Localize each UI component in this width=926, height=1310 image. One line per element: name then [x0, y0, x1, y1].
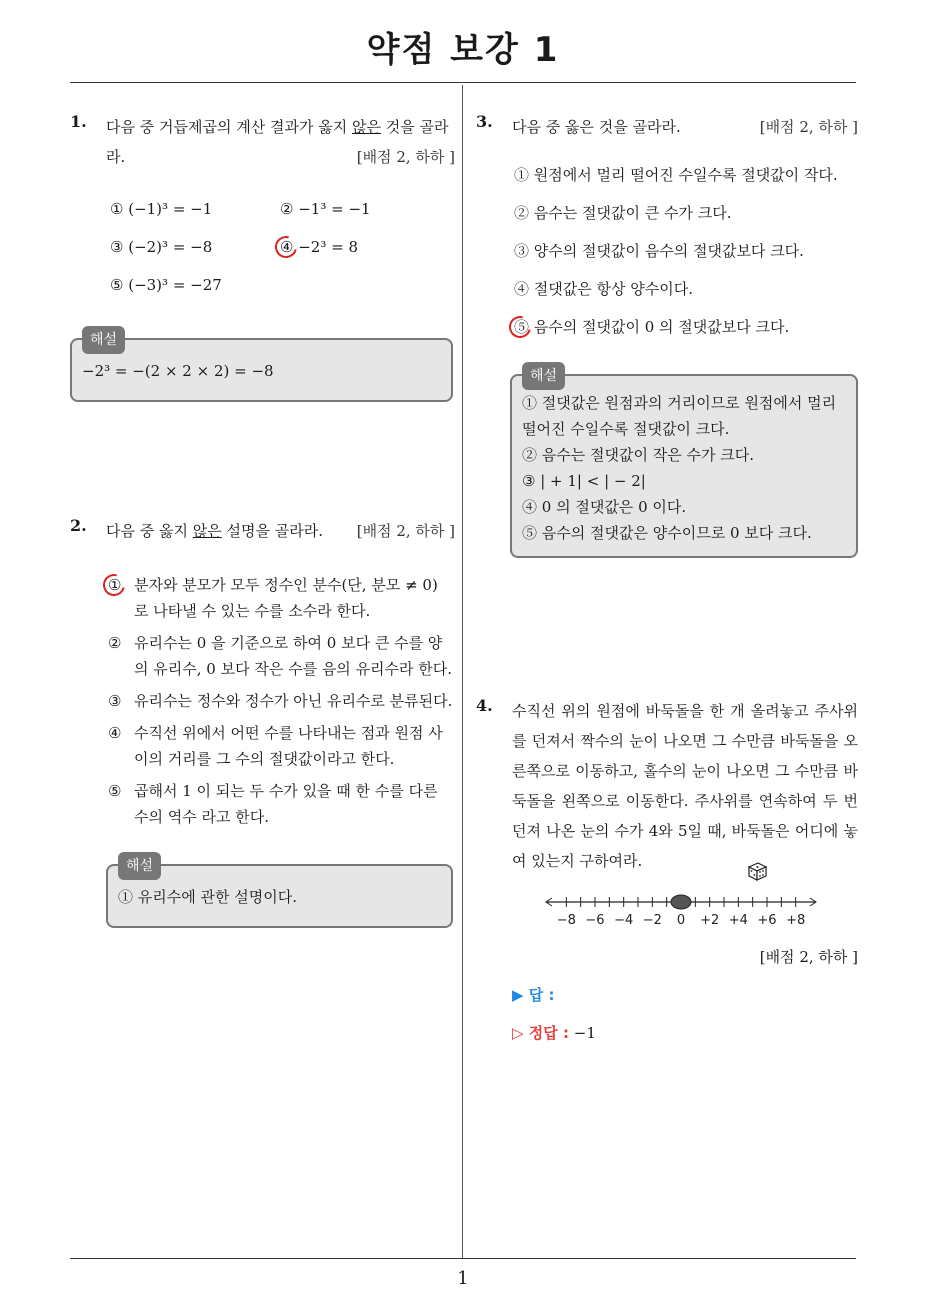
points-label: [배점 2, 하하 ] [356, 148, 455, 166]
tick-label: +6 [757, 913, 777, 928]
selected-circle-mark [99, 570, 129, 600]
choice-1[interactable]: ① 원점에서 멀리 떨어진 수일수록 절댓값이 작다. [514, 166, 838, 184]
selected-circle-mark [505, 312, 535, 342]
top-divider [70, 82, 856, 83]
explanation-line-4: ④ 0 의 절댓값은 0 이다. [522, 498, 687, 516]
number-line [536, 886, 826, 936]
question-text: 다음 중 옳은 것을 골라라. [배점 2, 하하 ] [512, 112, 858, 142]
points-label: [배점 2, 하하 ] [356, 522, 455, 540]
question-number: 2. [70, 516, 87, 535]
choice-2[interactable]: ② 음수는 절댓값이 큰 수가 크다. [514, 204, 732, 222]
explanation-box [106, 858, 453, 928]
tick-label: +8 [786, 913, 806, 928]
question-number: 3. [476, 112, 493, 131]
explanation-text: −2³ = −(2 × 2 × 2) = −8 [82, 362, 274, 380]
question-text: 다음 중 거듭제곱의 계산 결과가 옳지 않은 것을 골라라. [배점 2, 하하 ] [106, 112, 455, 172]
explanation-tag: 해설 [82, 326, 125, 354]
tick-label: −6 [585, 913, 605, 928]
choice-5[interactable]: ⑤ (−3)³ = −27 [110, 276, 222, 294]
answer-label: ▶ 답 : [512, 986, 555, 1004]
choice-list [110, 196, 455, 298]
question-text: 수직선 위의 원점에 바둑돌을 한 개 올려놓고 주사위를 던져서 짝수의 눈이 나오면 그 수만큼 바둑돌을 오른쪽으로 이동하고, 홀수의 눈이 나오면 그 수만큼 바둑돌을 왼쪽으로 이동한다. 주사위를 연속하여 두 번 던져 나온 눈의 수가 4와 5일 때, 바둑돌은 어디에 놓여 있는지 구하여라. [512, 702, 858, 870]
question-2 [70, 516, 455, 928]
correct-answer-label: ▷ 정답 : [512, 1024, 569, 1042]
bottom-divider [70, 1258, 856, 1259]
question-3 [476, 112, 858, 558]
tick-label: −2 [642, 913, 662, 928]
tick-label: −4 [614, 913, 634, 928]
explanation-tag: 해설 [118, 852, 161, 880]
choice-2[interactable]: ② 유리수는 0 을 기준으로 하여 0 보다 큰 수를 양의 유리수, 0 보다 작은 수를 음의 유리수라 한다. [108, 634, 453, 678]
question-text: 다음 중 옳지 않은 설명을 골라라. [배점 2, 하하 ] [106, 516, 455, 546]
explanation-box [70, 332, 453, 402]
question-number: 1. [70, 112, 87, 131]
question-1 [70, 112, 455, 402]
dice-icon [746, 860, 768, 882]
tick-label: 0 [676, 913, 686, 928]
correct-answer-line [512, 1020, 596, 1046]
choice-list [514, 162, 858, 340]
choice-5[interactable]: ⑤ 음수의 절댓값이 0 의 절댓값보다 크다. [514, 314, 858, 340]
choice-3[interactable]: ③ (−2)³ = −8 [110, 238, 213, 256]
choice-5[interactable]: ⑤ 곱해서 1 이 되는 두 수가 있을 때 한 수를 다른 수의 역수 라고 한다. [108, 782, 438, 826]
explanation-tag: 해설 [522, 362, 565, 390]
page-number: 1 [457, 1268, 469, 1289]
choice-1[interactable]: ① (−1)³ = −1 [110, 200, 213, 218]
points-label: [배점 2, 하하 ] [759, 948, 858, 966]
choice-list [108, 572, 455, 830]
question-number: 4. [476, 696, 493, 715]
choice-3[interactable]: ③ 유리수는 정수와 정수가 아닌 유리수로 분류된다. [108, 692, 453, 710]
tick-label: −8 [556, 913, 576, 928]
choice-4[interactable]: ④ 수직선 위에서 어떤 수를 나타내는 점과 원점 사이의 거리를 그 수의 절댓값이라고 한다. [108, 724, 443, 768]
explanation-text: ① 유리수에 관한 설명이다. [118, 888, 297, 906]
page-title: 약점 보강 1 [366, 30, 560, 70]
choice-3[interactable]: ③ 양수의 절댓값이 음수의 절댓값보다 크다. [514, 242, 804, 260]
choice-4[interactable]: ④ −2³ = 8 [280, 234, 450, 260]
question-4 [476, 696, 858, 1042]
explanation-line-1: ① 절댓값은 원점과의 거리이므로 원점에서 멀리 떨어진 수일수록 절댓값이 크다. [522, 394, 837, 438]
tick-label: +2 [700, 913, 720, 928]
tick-label: +4 [728, 913, 748, 928]
explanation-box [510, 368, 858, 558]
go-stone [671, 895, 691, 909]
correct-answer-value: −1 [573, 1024, 596, 1042]
choice-4[interactable]: ④ 절댓값은 항상 양수이다. [514, 280, 693, 298]
answer-line [512, 982, 554, 1008]
choice-2[interactable]: ② −1³ = −1 [280, 200, 371, 218]
column-divider [462, 85, 463, 1259]
points-label: [배점 2, 하하 ] [759, 118, 858, 136]
explanation-line-5: ⑤ 음수의 절댓값은 양수이므로 0 보다 크다. [522, 524, 812, 542]
explanation-line-2: ② 음수는 절댓값이 작은 수가 크다. [522, 446, 754, 464]
explanation-line-3: ③ | + 1| < | − 2| [522, 472, 646, 490]
choice-1[interactable]: ① 분자와 분모가 모두 정수인 분수(단, 분모 ≠ 0) 로 나타낼 수 있는 수를 소수라 한다. [108, 572, 455, 624]
